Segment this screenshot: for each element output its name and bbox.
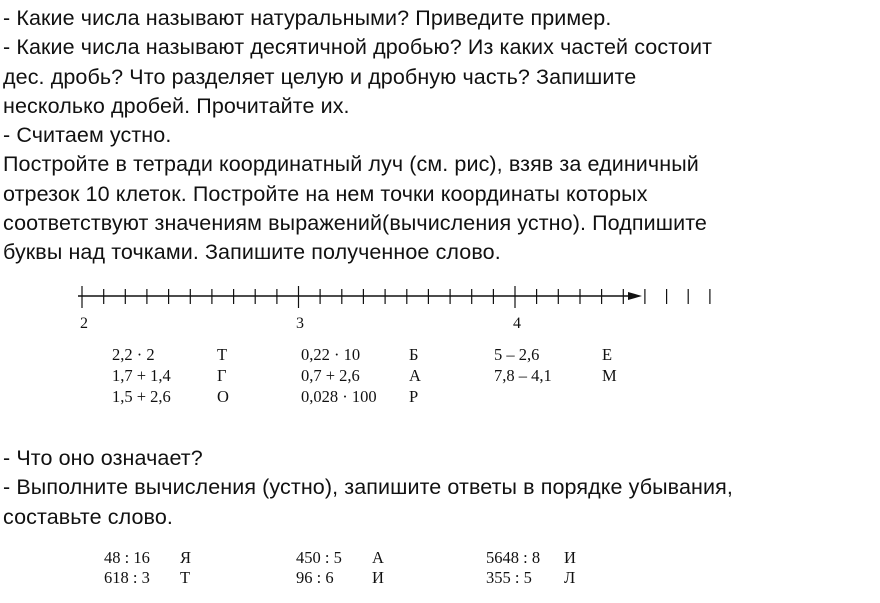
expression-row: [494, 365, 617, 386]
questions-text: [3, 444, 733, 532]
expression-row: [301, 344, 421, 365]
division-expression: 96 : 6: [296, 568, 334, 587]
division-column-2: [296, 548, 384, 588]
ray-ticks: [82, 286, 710, 308]
expression: 5 – 2,6: [494, 345, 540, 364]
coordinate-ray: [0, 282, 880, 342]
question-line: - Что оно означает?: [3, 446, 203, 470]
division-letter: Я: [180, 548, 192, 567]
expression-column-2: [301, 344, 421, 407]
division-expression: 5648 : 8: [486, 548, 541, 567]
expression-row: [301, 386, 421, 407]
expression-letter: Е: [602, 345, 613, 364]
intro-line: - Считаем устно.: [3, 123, 172, 148]
expression-letter: М: [602, 366, 617, 385]
expression-letter: Р: [409, 387, 419, 406]
expression: 0,028 · 100: [301, 387, 377, 406]
expression: 0,7 + 2,6: [301, 366, 360, 385]
intro-line: дес. дробь? Что разделяет целую и дробную часть? Запишите: [3, 64, 637, 89]
division-letter: И: [372, 568, 384, 587]
intro-text: [3, 4, 712, 268]
division-column-1: [104, 548, 191, 588]
ray-arrow: [628, 292, 642, 300]
division-row: [296, 548, 384, 568]
expression-column-3: [494, 344, 617, 386]
expression-letter: А: [409, 366, 421, 385]
division-row: [296, 568, 384, 588]
expression: 1,7 + 1,4: [112, 366, 171, 385]
intro-line: соответствуют значениям выражений(вычисления устно). Подпишите: [3, 211, 707, 236]
expression: 1,5 + 2,6: [112, 387, 171, 406]
expression-column-1: [112, 344, 229, 407]
intro-line: - Какие числа называют натуральными? Приведите пример.: [3, 6, 612, 30]
intro-line: отрезок 10 клеток. Постройте на нем точки координаты которых: [3, 181, 648, 206]
question-line: - Выполните вычисления (устно), запишите ответы в порядке убывания,: [3, 475, 733, 500]
question-line: составьте слово.: [3, 504, 173, 529]
division-row: [486, 568, 576, 588]
division-expression: 618 : 3: [104, 568, 150, 587]
expression: 2,2 · 2: [112, 345, 155, 364]
expression-row: [494, 344, 617, 365]
intro-line: буквы над точками. Запишите полученное слово.: [3, 240, 501, 265]
division-letter: А: [372, 548, 384, 567]
ray-label-3: 3: [296, 315, 304, 332]
expression-row: [112, 386, 229, 407]
division-row: [104, 548, 191, 568]
intro-line: - Какие числа называют десятичной дробью? Из каких частей состоит: [3, 35, 713, 60]
expression: 0,22 · 10: [301, 345, 361, 364]
intro-line: несколько дробей. Прочитайте их.: [3, 93, 350, 118]
division-row: [486, 548, 576, 568]
ray-label-2: 2: [80, 315, 88, 332]
expression-letter: Б: [409, 345, 419, 364]
expression-letter: Г: [217, 366, 227, 385]
intro-line: Постройте в тетради координатный луч (см. рис), взяв за единичный: [3, 152, 699, 177]
expression-letter: О: [217, 387, 229, 406]
division-expression: 48 : 16: [104, 548, 150, 567]
division-row: [104, 568, 191, 588]
division-letter: И: [564, 548, 576, 567]
expression-row: [112, 344, 229, 365]
expression-row: [112, 365, 229, 386]
expression-letter: Т: [217, 345, 228, 364]
division-letter: Л: [564, 568, 576, 587]
division-letter: Т: [180, 568, 191, 587]
expression: 7,8 – 4,1: [494, 366, 552, 385]
expression-row: [301, 365, 421, 386]
division-expression: 355 : 5: [486, 568, 532, 587]
ray-label-4: 4: [513, 315, 521, 332]
division-column-3: [486, 548, 576, 588]
division-expression: 450 : 5: [296, 548, 342, 567]
